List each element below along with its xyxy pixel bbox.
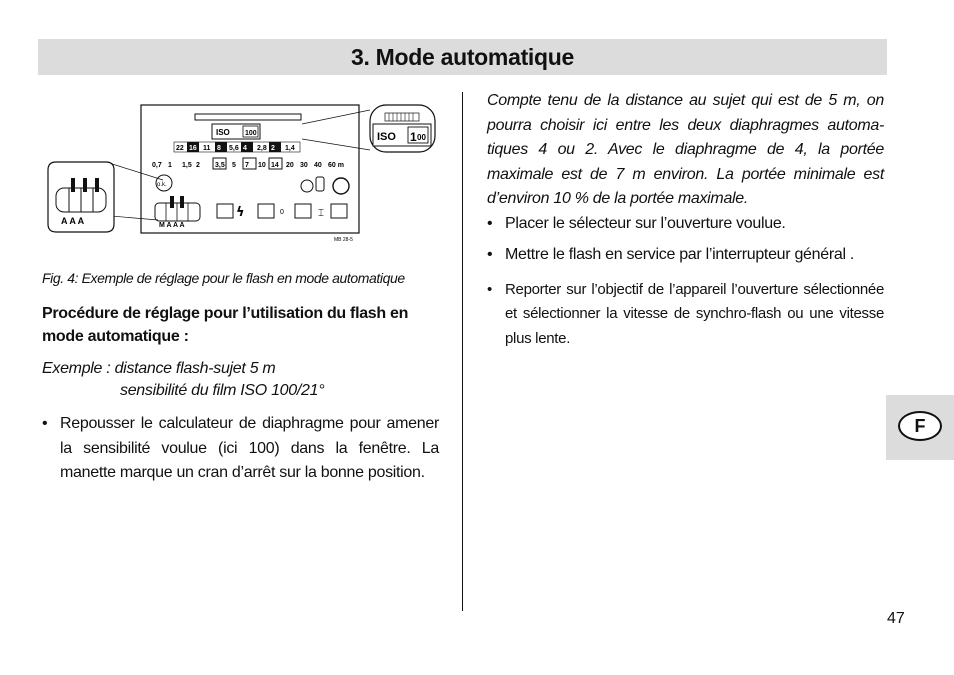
right-bullet-list — [487, 212, 884, 351]
list-item — [487, 243, 884, 268]
flash-calculator-figure — [40, 100, 440, 248]
zoom-mode-labels: A A A — [61, 216, 85, 226]
test-button — [258, 204, 274, 218]
indicator-circle-small — [301, 180, 313, 192]
power-switch — [331, 204, 347, 218]
aperture-tick-label: 1,4 — [285, 145, 295, 152]
bullet-icon: • — [487, 215, 493, 232]
title-bar — [38, 39, 887, 75]
bullet-icon: • — [487, 246, 493, 263]
example-line-2: sensibilité du film ISO 100/21° — [120, 382, 325, 399]
range-explanation: Compte tenu de la distance au sujet qui est de 5 m, on pourra choisir ici entre les deux diaphragmes automa-tiques 4 ou 2. Avec le diaphragme de 4, la portée maximale est de 7 m environ. La portée minimale est d’environ 10 % de la portée maximale. — [487, 92, 884, 207]
figure-code: MB 28-5 — [334, 237, 353, 243]
iso-zoom-label: ISO — [377, 131, 396, 143]
ok-label: o.k. — [157, 182, 167, 188]
zero-label: 0 — [280, 209, 284, 216]
bullet-icon: • — [42, 415, 48, 432]
list-item — [487, 278, 884, 352]
aperture-tick-label: 2 — [271, 145, 275, 152]
distance-tick-label: 30 — [300, 162, 308, 169]
bullet-text: Placer le sélecteur sur l’ouverture voulue. — [505, 215, 786, 232]
lightning-icon: ϟ — [236, 205, 245, 220]
battery-icon — [316, 177, 324, 191]
left-bullet-list — [42, 412, 439, 486]
distance-tick-label: 20 — [286, 162, 294, 169]
example-block — [42, 358, 324, 402]
mode-labels: M A A A — [159, 222, 185, 229]
aperture-tick-label: 16 — [189, 145, 197, 152]
iso-label: ISO — [216, 128, 230, 137]
page-number: 47 — [887, 610, 905, 627]
aperture-tick-label: 8 — [217, 145, 221, 152]
aperture-tick-label: 11 — [203, 145, 211, 152]
mode-selector — [155, 203, 200, 221]
ready-lamp-icon — [333, 178, 349, 194]
aperture-tick-label: 4 — [243, 145, 247, 152]
distance-tick-label: 3,5 — [215, 162, 225, 169]
switch-button — [295, 204, 311, 218]
aperture-tick-label: 5,6 — [229, 145, 239, 152]
procedure-heading: Procédure de réglage pour l’utilisation du flash en mode automatique : — [42, 305, 409, 345]
flash-calculator-diagram — [40, 100, 440, 248]
language-tab-label: F — [898, 411, 942, 441]
power-icon: ⌶ — [318, 208, 324, 219]
page-title: 3. Mode automatique — [350, 44, 575, 70]
flash-button — [217, 204, 233, 218]
bullet-text: Repousser le calculateur de diaphragme pour amener la sensibilité voulue (ici 100) dans la fenêtre. La manette marque un cran d’arrêt sur la bonne position. — [60, 415, 439, 481]
distance-tick-label: 0,7 — [152, 162, 162, 169]
distance-tick-label: 5 — [232, 162, 236, 169]
calculator-slot — [195, 114, 301, 120]
iso-zoom-value-rest: 00 — [417, 133, 426, 142]
bullet-text: Reporter sur l’objectif de l’appareil l’ouverture sélectionnée et sélectionner la vitesse de synchro-flash ou une vitesse plus lente. — [505, 280, 884, 347]
distance-tick-label: 1,5 — [182, 162, 192, 169]
bullet-text: Mettre le flash en service par l’interrupteur général . — [505, 246, 855, 263]
list-item — [487, 212, 884, 236]
distance-tick-label: 40 — [314, 162, 322, 169]
distance-tick-label: 2 — [196, 162, 200, 169]
language-tab — [886, 395, 954, 460]
list-item — [42, 412, 439, 486]
iso-value: 100 — [245, 130, 257, 137]
column-divider — [462, 92, 463, 611]
aperture-tick-label: 2,8 — [257, 145, 267, 152]
figure-caption: Fig. 4: Exemple de réglage pour le flash en mode automatique — [42, 270, 405, 286]
bullet-icon: • — [487, 280, 492, 298]
distance-tick-label: 10 — [258, 162, 266, 169]
distance-tick-label: 7 — [245, 162, 249, 169]
example-line-1: Exemple : distance flash-sujet 5 m — [42, 360, 276, 377]
iso-zoom-value-digit: 1 — [410, 130, 417, 144]
distance-tick-label: 1 — [168, 162, 172, 169]
aperture-tick-label: 22 — [176, 145, 184, 152]
distance-tick-label: 60 m — [328, 162, 344, 169]
distance-tick-label: 14 — [271, 162, 279, 169]
